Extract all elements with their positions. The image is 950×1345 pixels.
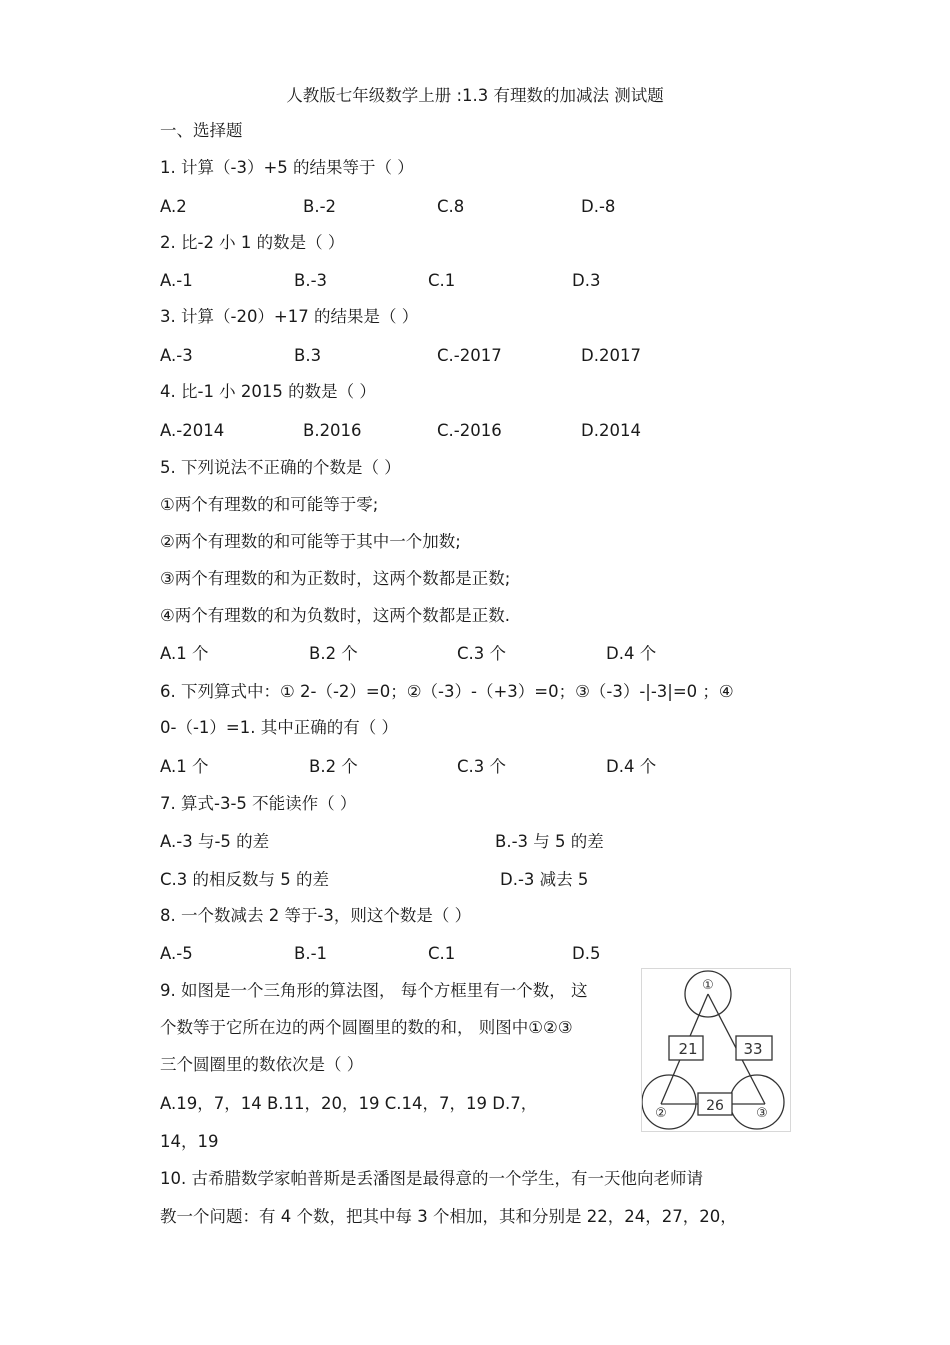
question-5-option-a: A.1 个 <box>160 644 209 663</box>
question-5-statement-3: ③两个有理数的和为正数时，这两个数都是正数; <box>160 569 511 588</box>
question-5-statement-2: ②两个有理数的和可能等于其中一个加数; <box>160 532 461 551</box>
question-2-stem: 2. 比-2 小 1 的数是（ ） <box>160 233 345 252</box>
left-circle <box>642 1075 696 1129</box>
circle-1-label: ① <box>702 978 714 993</box>
question-5-statement-4: ④两个有理数的和为负数时，这两个数都是正数. <box>160 606 511 625</box>
circle-3-label: ③ <box>756 1106 768 1121</box>
question-10-stem-line-2: 教一个问题：有 4 个数，把其中每 3 个相加，其和分别是 22，24，27，20， <box>160 1207 737 1226</box>
question-4-stem: 4. 比-1 小 2015 的数是（ ） <box>160 382 376 401</box>
right-box-value: 33 <box>743 1040 763 1058</box>
circle-2-label: ② <box>655 1106 667 1121</box>
question-9-options-continued: 14，19 <box>160 1132 219 1151</box>
question-1-option-a: A.2 <box>160 197 187 216</box>
question-6-stem-line-1: 6. 下列算式中：① 2-（-2）=0；②（-3）-（+3）=0；③（-3）-|-3|=0 ；④ <box>160 682 734 701</box>
question-6-option-a: A.1 个 <box>160 757 209 776</box>
question-7-option-c: C.3 的相反数与 5 的差 <box>160 870 329 889</box>
question-7-option-d: D.-3 减去 5 <box>500 870 589 889</box>
question-3-option-a: A.-3 <box>160 346 193 365</box>
triangle-diagram <box>642 969 790 1131</box>
question-8-option-d: D.5 <box>572 944 601 963</box>
question-2-option-d: D.3 <box>572 271 601 290</box>
question-6-option-c: C.3 个 <box>457 757 507 776</box>
question-4-option-b: B.2016 <box>303 421 362 440</box>
question-9-options: A.19，7，14 B.11，20，19 C.14，7，19 D.7， <box>160 1094 538 1113</box>
question-1-option-c: C.8 <box>437 197 465 216</box>
question-1-stem: 1. 计算（-3）+5 的结果等于（ ） <box>160 158 414 177</box>
question-3-option-d: D.2017 <box>581 346 641 365</box>
question-10-stem-line-1: 10. 古希腊数学家帕普斯是丢潘图是最得意的一个学生，有一天他向老师请 <box>160 1169 703 1188</box>
section-heading: 一、选择题 <box>160 121 243 140</box>
question-2-option-a: A.-1 <box>160 271 193 290</box>
question-5-statement-1: ①两个有理数的和可能等于零; <box>160 495 379 514</box>
question-4-option-d: D.2014 <box>581 421 641 440</box>
question-8-option-b: B.-1 <box>294 944 328 963</box>
page-title: 人教版七年级数学上册 :1.3 有理数的加减法 测试题 <box>286 86 664 105</box>
question-6-stem-line-2: 0-（-1）=1. 其中正确的有（ ） <box>160 718 398 737</box>
left-box-value: 21 <box>678 1040 698 1058</box>
question-1-option-d: D.-8 <box>581 197 616 216</box>
question-5-option-b: B.2 个 <box>309 644 358 663</box>
question-7-option-a: A.-3 与-5 的差 <box>160 832 270 851</box>
question-3-option-c: C.-2017 <box>437 346 502 365</box>
question-2-option-b: B.-3 <box>294 271 328 290</box>
question-6-option-d: D.4 个 <box>606 757 657 776</box>
question-3-option-b: B.3 <box>294 346 322 365</box>
question-9-stem-line-3: 三个圆圈里的数依次是（ ） <box>160 1055 364 1074</box>
question-5-option-c: C.3 个 <box>457 644 507 663</box>
question-4-option-a: A.-2014 <box>160 421 225 440</box>
question-3-stem: 3. 计算（-20）+17 的结果是（ ） <box>160 307 419 326</box>
triangle-algorithm-figure <box>641 968 791 1132</box>
question-7-option-b: B.-3 与 5 的差 <box>495 832 604 851</box>
question-2-option-c: C.1 <box>428 271 456 290</box>
bottom-box-value: 26 <box>706 1098 724 1114</box>
question-9-stem-line-2: 个数等于它所在边的两个圆圈里的数的和， 则图中①②③ <box>160 1018 573 1037</box>
question-8-option-a: A.-5 <box>160 944 193 963</box>
question-8-option-c: C.1 <box>428 944 456 963</box>
question-6-option-b: B.2 个 <box>309 757 358 776</box>
question-8-stem: 8. 一个数减去 2 等于-3，则这个数是（ ） <box>160 906 472 925</box>
question-7-stem: 7. 算式-3-5 不能读作（ ） <box>160 794 357 813</box>
question-5-stem: 5. 下列说法不正确的个数是（ ） <box>160 458 401 477</box>
question-4-option-c: C.-2016 <box>437 421 502 440</box>
question-9-stem-line-1: 9. 如图是一个三角形的算法图， 每个方框里有一个数， 这 <box>160 981 588 1000</box>
question-1-option-b: B.-2 <box>303 197 337 216</box>
question-5-option-d: D.4 个 <box>606 644 657 663</box>
